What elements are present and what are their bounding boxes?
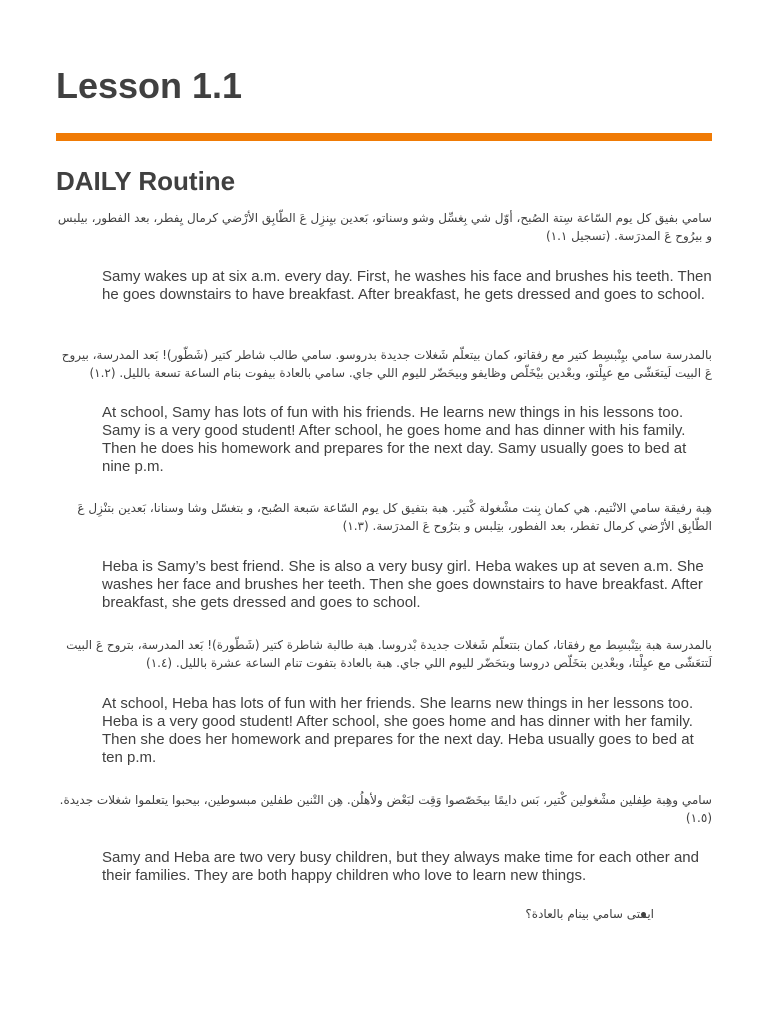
arabic-paragraph-3: هِبة رفيقة سامي الانْتيم. هي كمان بِنت مشْغولة كْتير. هبة بتفيق كل يوم السّاعة سَبعة الصُبح، و بتغسّل وشا وسنانا، بَعدين بتنْزِل عَ الطّابِق الأرْضي كرمال تفطر، بعد الفطور، بتِلبس و بترُوح عَ المدرَسة. (١.٣) — [77, 501, 712, 533]
english-paragraph-2: At school, Samy has lots of fun with his friends. He learns new things in his lessons too. Samy is a very good student! After school, he goes home and has dinner with his family. Then he does his homework and prepares for the next day. Samy usually goes to bed at nine p.m. — [102, 404, 687, 475]
question-item: ايمتى سامي بينام بالعادة؟ — [525, 907, 654, 921]
lesson-title: Lesson 1.1 — [56, 65, 243, 106]
arabic-paragraph-1: سامي بفيق كل يوم السّاعة سِتة الصُبح، أوّل شي بِغسِّل وشو وسناتو، بَعدين بيِنزِل عَ الطّابِق الأرْضي كرمال يِفطر، بعد الفطور، بيلبس و بيرُوح عَ المدرَسة. (تسجيل ١.١) — [57, 211, 712, 243]
title-divider — [56, 133, 712, 141]
section-heading: DAILY Routine — [56, 166, 236, 196]
english-paragraph-1: Samy wakes up at six a.m. every day. First, he washes his face and brushes his teeth. Then he goes downstairs to have breakfast. After breakfast, he gets dressed and goes to school. — [102, 268, 712, 303]
english-paragraph-4: At school, Heba has lots of fun with her friends. She learns new things in her lessons too. Heba is a very good student! After school, she goes home and has dinner with her family. Then she does her homework and prepares for the next day. Heba usually goes to bed at ten p.m. — [102, 695, 694, 766]
arabic-paragraph-2: بالمدرسة سامي بيِنْبسِط كتير مع رفقاتو، كمان بيتعلّم شَغلات جديدة بدروسو. سامي طالب شاطر كتير (شَطّور)! بَعد المدرسة، بيروح عَ البيت لَيتعَشّى مع عيِلْتو، وبعْدين بيْخَلّص وظايفو وبيحَضّر لليوم اللي جاي. سامي بالعادة بيفوت بنام الساعة تسعة بالليل. (١.٢) — [61, 348, 712, 380]
english-paragraph-3: Heba is Samy’s best friend. She is also a very busy girl. Heba wakes up at seven a.m. She washes her face and brushes her teeth. Then she goes downstairs to have breakfast. After breakfast, she gets dressed and goes to school. — [102, 558, 704, 611]
english-paragraph-5: Samy and Heba are two very busy children, but they always make time for each other and their families. They are both happy children who love to learn new things. — [102, 849, 699, 884]
arabic-paragraph-5: سامي وهِبة طِفلين مشْغولين كْتير، بَس دايمًا بيخَصّصوا وَقِت لبَعْض ولأهلُن. هِن التْنين طفلين مبسوطين، بيحبوا يتعلموا شغلات جديدة. (١.٥) — [59, 793, 712, 825]
arabic-paragraph-4: بالمدرسة هبة بتِنْبسِط مع رفقاتا، كمان بتتعلّم شَغلات جديدة بْدروسا. هبة طالبة شاطرة كتير (شَطّورة)! بَعد المدرسة، بتروح عَ البيت لَتتعَشّى مع عيِلْتا، وبعْدين بتخَلّص دروسا وبتحَضّر لليوم اللي جاي. هبة بالعادة بتفوت تنام الساعة عشرة بالليل. (١.٤) — [66, 638, 712, 670]
